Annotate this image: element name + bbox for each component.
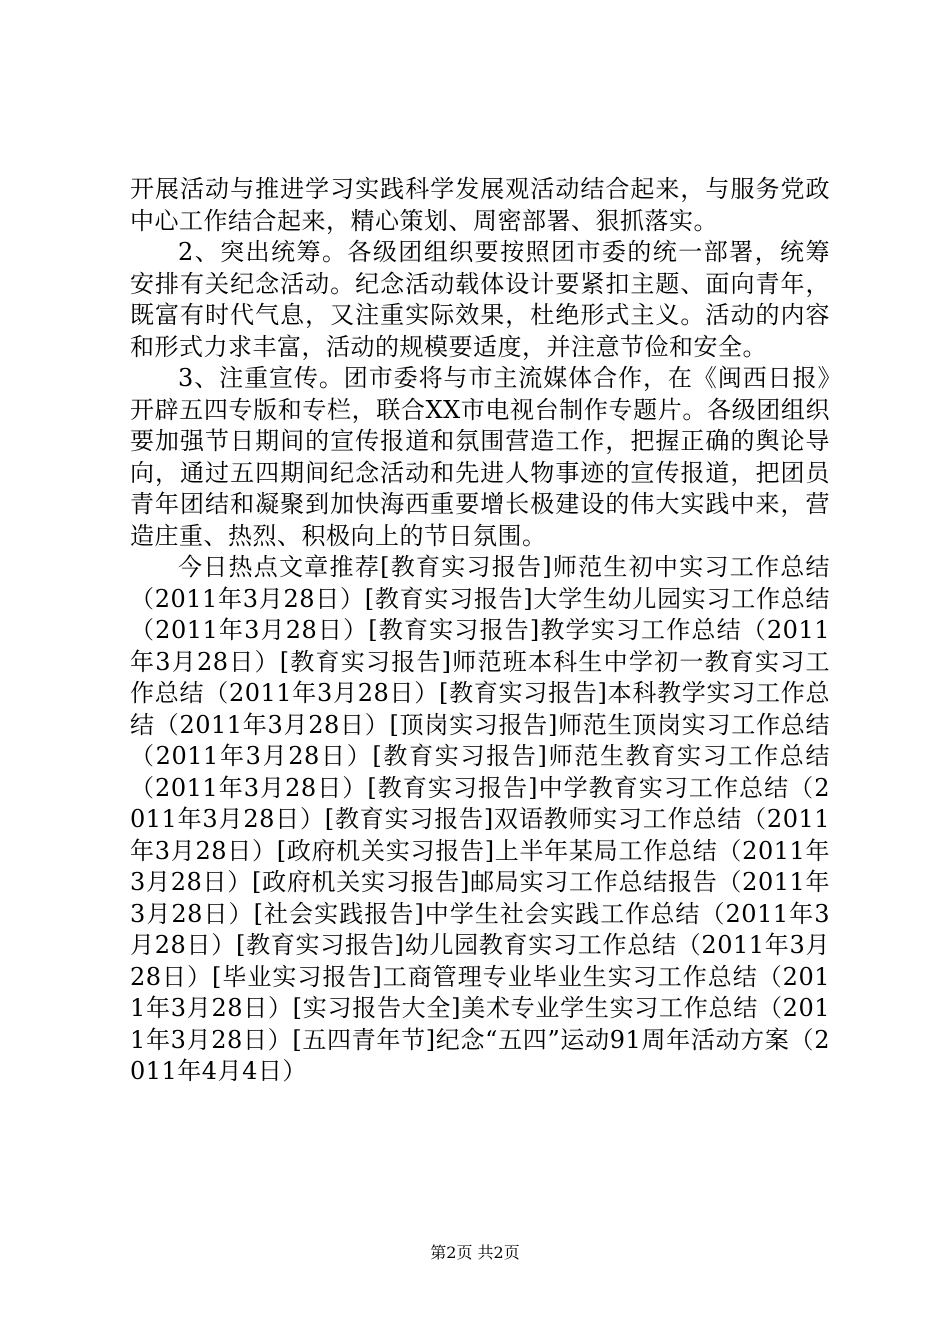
paragraph-recommended-articles: 今日热点文章推荐[教育实习报告]师范生初中实习工作总结（2011年3月28日）[教育实习报告]大学生幼儿园实习工作总结（2011年3月28日）[教育实习报告]教学实习工作总结（2011年3月28日）[教育实习报告]师范班本科生中学初一教育实习工作总结（2011年3月28日）[教育实习报告]本科教学实习工作总结（2011年3月28日）[顶岗实习报告]师范生顶岗实习工作总结（2011年3月28日）[教育实习报告]师范生教育实习工作总结（2011年3月28日）[教育实习报告]中学教育实习工作总结（2011年3月28日）[教育实习报告]双语教师实习工作总结（2011年3月28日）[政府机关实习报告]上半年某局工作总结（2011年3月28日）[政府机关实习报告]邮局实习工作总结报告（2011年3月28日）[社会实践报告]中学生社会实践工作总结（2011年3月28日）[教育实习报告]幼儿园教育实习工作总结（2011年3月28日）[毕业实习报告]工商管理专业毕业生实习工作总结（2011年3月28日）[实习报告大全]美术专业学生实习工作总结（2011年3月28日）[五四青年节]纪念“五四”运动91周年活动方案（2011年4月4日） <box>130 553 830 1085</box>
page-indicator: 第2页 共2页 <box>430 1243 520 1262</box>
paragraph-intro-continuation: 开展活动与推进学习实践科学发展观活动结合起来，与服务党政中心工作结合起来，精心策划、周密部署、狠抓落实。 <box>130 175 830 235</box>
paragraph-publicity: 3、注重宣传。团市委将与市主流媒体合作，在《闽西日报》开辟五四专版和专栏，联合XX市电视台制作专题片。各级团组织要加强节日期间的宣传报道和氛围营造工作，把握正确的舆论导向，通过五四期间纪念活动和先进人物事迹的宣传报道，把团员青年团结和凝聚到加快海西重要增长极建设的伟大实践中来，营造庄重、热烈、积极向上的节日氛围。 <box>130 364 830 550</box>
document-body <box>130 174 830 1088</box>
page-footer <box>0 1243 950 1263</box>
paragraph-coordination: 2、突出统筹。各级团组织要按照团市委的统一部署，统筹安排有关纪念活动。纪念活动载体设计要紧扣主题、面向青年，既富有时代气息，又注重实际效果，杜绝形式主义。活动的内容和形式力求丰富，活动的规模要适度，并注意节俭和安全。 <box>130 238 830 361</box>
